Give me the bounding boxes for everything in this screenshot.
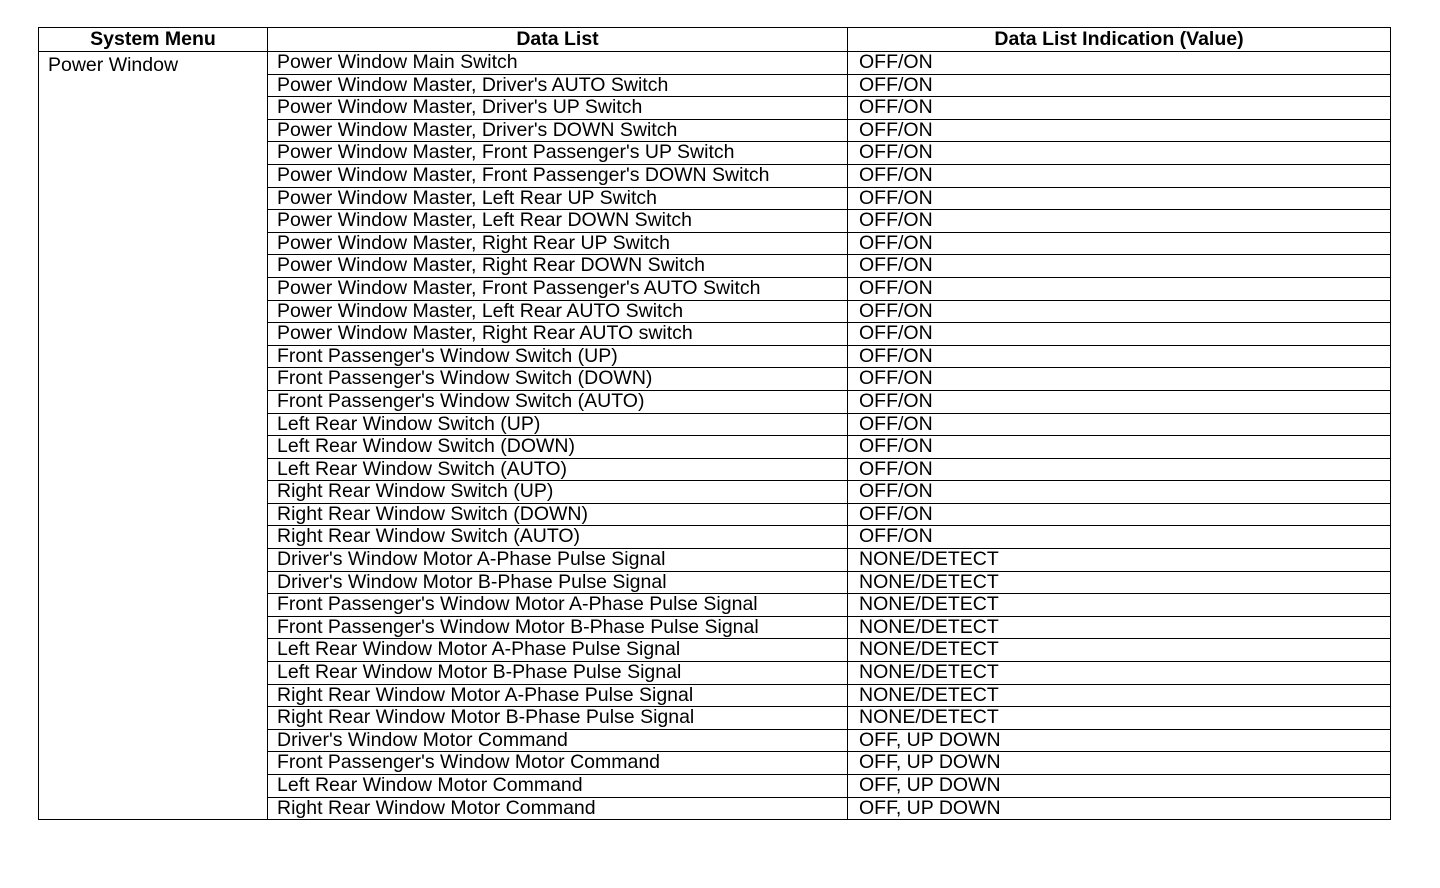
data-list-item: Power Window Master, Right Rear AUTO switch (268, 323, 848, 346)
data-list-item: Power Window Master, Left Rear UP Switch (268, 187, 848, 210)
data-list-item: Left Rear Window Switch (UP) (268, 413, 848, 436)
data-list-item: Power Window Master, Driver's UP Switch (268, 97, 848, 120)
indication-value: OFF, UP DOWN (848, 775, 1391, 798)
data-list-item: Power Window Master, Front Passenger's DOWN Switch (268, 164, 848, 187)
indication-value: OFF/ON (848, 277, 1391, 300)
data-list-item: Power Window Master, Driver's DOWN Switch (268, 119, 848, 142)
indication-value: NONE/DETECT (848, 662, 1391, 685)
indication-value: NONE/DETECT (848, 639, 1391, 662)
data-list-item: Left Rear Window Motor A-Phase Pulse Signal (268, 639, 848, 662)
indication-value: OFF/ON (848, 74, 1391, 97)
data-list-item: Front Passenger's Window Switch (AUTO) (268, 390, 848, 413)
indication-value: OFF/ON (848, 255, 1391, 278)
data-list-item: Front Passenger's Window Switch (DOWN) (268, 368, 848, 391)
indication-value: OFF/ON (848, 164, 1391, 187)
data-list-item: Left Rear Window Switch (AUTO) (268, 458, 848, 481)
data-list-item: Left Rear Window Motor B-Phase Pulse Signal (268, 662, 848, 685)
indication-value: OFF/ON (848, 503, 1391, 526)
indication-value: NONE/DETECT (848, 594, 1391, 617)
indication-value: OFF/ON (848, 119, 1391, 142)
data-list-item: Front Passenger's Window Motor Command (268, 752, 848, 775)
data-list-item: Driver's Window Motor A-Phase Pulse Signal (268, 549, 848, 572)
indication-value: OFF/ON (848, 323, 1391, 346)
data-list-item: Right Rear Window Motor A-Phase Pulse Signal (268, 684, 848, 707)
indication-value: OFF/ON (848, 368, 1391, 391)
data-list-table (38, 27, 1391, 820)
indication-value: NONE/DETECT (848, 549, 1391, 572)
indication-value: OFF/ON (848, 481, 1391, 504)
data-list-item: Power Window Master, Driver's AUTO Switch (268, 74, 848, 97)
data-list-item: Power Window Main Switch (268, 52, 848, 75)
indication-value: OFF/ON (848, 187, 1391, 210)
indication-value: NONE/DETECT (848, 707, 1391, 730)
indication-value: OFF/ON (848, 232, 1391, 255)
data-list-item: Driver's Window Motor Command (268, 729, 848, 752)
data-list-item: Power Window Master, Front Passenger's UP Switch (268, 142, 848, 165)
data-list-item: Front Passenger's Window Switch (UP) (268, 345, 848, 368)
data-list-item: Right Rear Window Switch (AUTO) (268, 526, 848, 549)
data-list-item: Front Passenger's Window Motor B-Phase Pulse Signal (268, 616, 848, 639)
indication-value: OFF/ON (848, 97, 1391, 120)
header-indication: Data List Indication (Value) (848, 28, 1391, 52)
header-data-list: Data List (268, 28, 848, 52)
header-system-menu: System Menu (39, 28, 268, 52)
indication-value: OFF/ON (848, 345, 1391, 368)
indication-value: OFF/ON (848, 52, 1391, 75)
indication-value: NONE/DETECT (848, 616, 1391, 639)
indication-value: OFF, UP DOWN (848, 729, 1391, 752)
table-body (39, 52, 1391, 820)
indication-value: OFF/ON (848, 300, 1391, 323)
indication-value: OFF, UP DOWN (848, 797, 1391, 820)
indication-value: OFF/ON (848, 526, 1391, 549)
indication-value: OFF/ON (848, 413, 1391, 436)
data-list-item: Driver's Window Motor B-Phase Pulse Signal (268, 571, 848, 594)
data-list-item: Power Window Master, Left Rear AUTO Switch (268, 300, 848, 323)
data-list-item: Left Rear Window Switch (DOWN) (268, 436, 848, 459)
data-list-item: Power Window Master, Front Passenger's AUTO Switch (268, 277, 848, 300)
data-list-item: Right Rear Window Switch (UP) (268, 481, 848, 504)
system-menu-cell: Power Window (39, 52, 268, 820)
indication-value: OFF/ON (848, 142, 1391, 165)
data-list-item: Power Window Master, Right Rear UP Switch (268, 232, 848, 255)
data-list-item: Power Window Master, Right Rear DOWN Switch (268, 255, 848, 278)
data-list-item: Right Rear Window Motor Command (268, 797, 848, 820)
indication-value: OFF/ON (848, 458, 1391, 481)
indication-value: OFF/ON (848, 436, 1391, 459)
header-row (39, 28, 1391, 52)
data-list-item: Front Passenger's Window Motor A-Phase Pulse Signal (268, 594, 848, 617)
indication-value: OFF/ON (848, 210, 1391, 233)
indication-value: OFF/ON (848, 390, 1391, 413)
data-list-item: Power Window Master, Left Rear DOWN Switch (268, 210, 848, 233)
indication-value: NONE/DETECT (848, 684, 1391, 707)
data-list-item: Left Rear Window Motor Command (268, 775, 848, 798)
indication-value: OFF, UP DOWN (848, 752, 1391, 775)
data-list-item: Right Rear Window Switch (DOWN) (268, 503, 848, 526)
data-list-item: Right Rear Window Motor B-Phase Pulse Signal (268, 707, 848, 730)
indication-value: NONE/DETECT (848, 571, 1391, 594)
table-row (39, 52, 1391, 75)
